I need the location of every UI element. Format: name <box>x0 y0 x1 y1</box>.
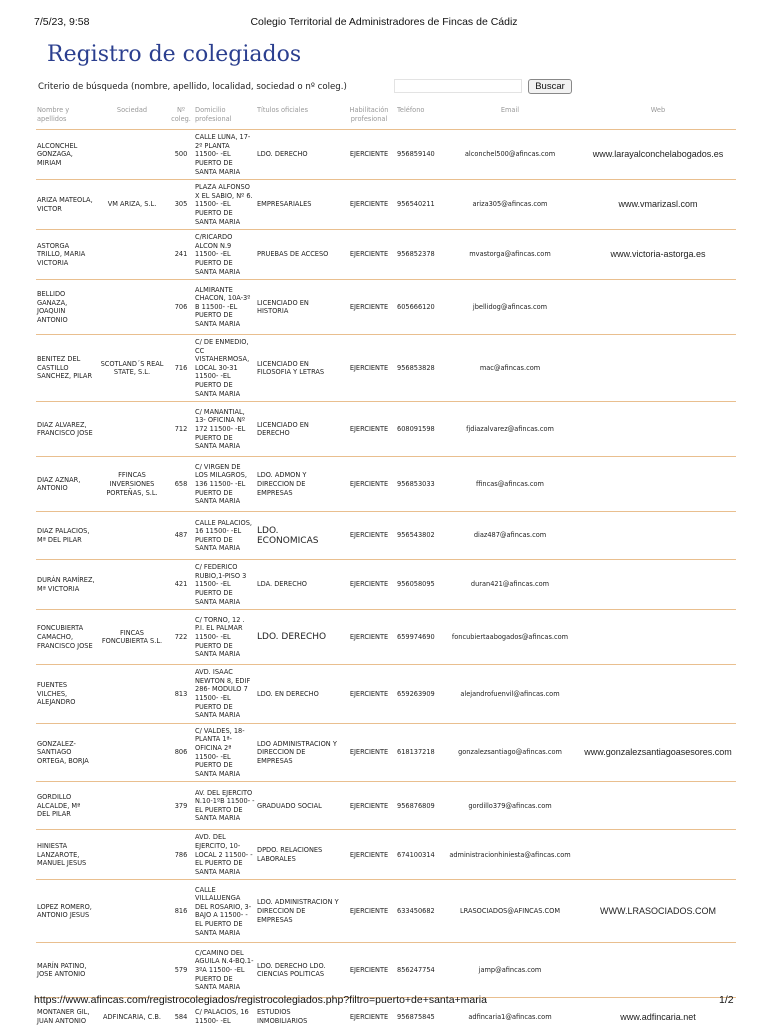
print-page-number: 1/2 <box>719 994 734 1006</box>
cell-telefono: 608091598 <box>397 424 435 433</box>
cell-titulos: ESTUDIOS INMOBILIARIOS <box>257 1008 308 1026</box>
table-row <box>36 782 736 830</box>
cell-num-coleg: 716 <box>174 363 188 372</box>
cell-email[interactable]: ffincas@afincas.com <box>476 479 544 488</box>
cell-habilitacion: EJERCIENTE <box>349 801 389 810</box>
cell-web[interactable]: www.vmarizasl.com <box>618 199 698 210</box>
cell-nombre: GONZALEZ-SANTIAGO ORTEGA, BORJA <box>37 739 89 765</box>
cell-titulos: LICENCIADO EN DERECHO <box>257 420 309 438</box>
cell-titulos: LICENCIADO EN FILOSOFIA Y LETRAS <box>257 359 325 377</box>
cell-email[interactable]: alejandrofuenvil@afincas.com <box>460 689 560 698</box>
table-row <box>36 830 736 880</box>
cell-titulos: LDO. EN DERECHO <box>257 689 319 698</box>
cell-sociedad <box>96 512 168 560</box>
cell-domicilio: C/CAMINO DEL AGUILA N.4-BQ.1-3ºA 11500- -EL PUERTO DE SANTA MARIA <box>195 948 254 992</box>
cell-nombre: MARÍN PATINO, JOSE ANTONIO <box>37 961 87 979</box>
cell-titulos: LDO. ADMON Y DIRECCION DE EMPRESAS <box>257 471 307 497</box>
cell-sociedad <box>96 230 168 280</box>
cell-num-coleg: 379 <box>174 801 188 810</box>
cell-telefono: 633450682 <box>397 907 435 916</box>
table-row <box>36 457 736 512</box>
cell-titulos: PRUEBAS DE ACCESO <box>257 250 329 259</box>
cell-habilitacion: EJERCIENTE <box>349 632 389 641</box>
cell-sociedad <box>96 830 168 880</box>
cell-nombre: DIAZ PALACIOS, Mª DEL PILAR <box>37 527 90 544</box>
cell-titulos: LDA. DERECHO <box>257 580 307 589</box>
cell-domicilio: C/ MANANTIAL, 13- OFICINA Nº 172 11500- -EL PUERTO DE SANTA MARIA <box>195 407 246 451</box>
cell-habilitacion: EJERCIENTE <box>349 250 389 259</box>
print-url: https://www.afincas.com/registrocolegiados/registrocolegiados.php?filtro=puerto+de+santa+maria <box>34 994 487 1006</box>
cell-num-coleg: 722 <box>174 632 188 641</box>
cell-web <box>580 943 736 998</box>
cell-num-coleg: 816 <box>174 907 188 916</box>
cell-telefono: 956853828 <box>397 363 435 372</box>
cell-titulos: LDO. DERECHO <box>257 150 308 159</box>
cell-sociedad <box>96 130 168 180</box>
cell-sociedad: VM ARIZA, S.L. <box>107 200 157 209</box>
cell-habilitacion: EJERCIENTE <box>349 302 389 311</box>
table-row <box>36 512 736 560</box>
cell-habilitacion: EJERCIENTE <box>349 150 389 159</box>
cell-num-coleg: 786 <box>174 850 188 859</box>
cell-sociedad: SCOTLAND´S REAL STATE, S.L. <box>100 359 164 377</box>
cell-num-coleg: 658 <box>174 479 188 488</box>
cell-web[interactable]: www.adfincaria.net <box>620 1011 696 1022</box>
cell-web[interactable]: WWW.LRASOCIADOS.COM <box>599 906 716 917</box>
print-header <box>0 0 768 30</box>
cell-telefono: 605666120 <box>397 302 435 311</box>
cell-domicilio: C/ PALACIOS, 16 11500- -EL <box>195 1008 249 1026</box>
cell-nombre: BENITEZ DEL CASTILLO SANCHEZ, PILAR <box>37 355 93 381</box>
cell-num-coleg: 421 <box>174 580 188 589</box>
cell-sociedad <box>96 280 168 335</box>
cell-nombre: HINIESTA LANZAROTE, MANUEL JESUS <box>37 841 87 868</box>
cell-habilitacion: EJERCIENTE <box>349 479 389 488</box>
search-bar <box>38 79 738 99</box>
cell-domicilio: AVD. ISAAC NEWTON 8, EDIF 286- MODULO 7 11500- -EL PUERTO DE SANTA MARIA <box>195 668 251 720</box>
cell-sociedad <box>96 665 168 724</box>
cell-domicilio: CALLE PALACIOS, 16 11500- -EL PUERTO DE SANTA MARIA <box>195 518 253 553</box>
cell-habilitacion: EJERCIENTE <box>349 363 389 372</box>
table-row <box>36 610 736 665</box>
cell-num-coleg: 706 <box>174 302 188 311</box>
cell-titulos: LDO. ECONOMICAS <box>257 525 319 546</box>
cell-num-coleg: 813 <box>174 689 188 698</box>
cell-domicilio: AV. DEL EJERCITO N.10-1ºB 11500- -EL PUERTO DE SANTA MARIA <box>195 788 255 823</box>
cell-sociedad <box>96 943 168 998</box>
col-header-num: Nº coleg. <box>171 106 191 123</box>
cell-domicilio: C/ DE ENMEDIO, CC VISTAHERMOSA, LOCAL 30-31 11500- -EL PUERTO DE SANTA MARIA <box>195 338 250 398</box>
cell-sociedad: ADFINCARIA, C.B. <box>103 1012 161 1021</box>
table-row <box>36 335 736 402</box>
cell-telefono: 659974690 <box>397 632 435 641</box>
page-title: Registro de colegiados <box>47 42 302 67</box>
cell-web <box>580 560 736 610</box>
cell-titulos: LDO ADMINISTRACION Y DIRECCION DE EMPRESAS <box>257 739 337 765</box>
table-row <box>36 402 736 457</box>
cell-num-coleg: 712 <box>174 424 188 433</box>
cell-telefono: 659263909 <box>397 689 435 698</box>
cell-web[interactable]: www.victoria-astorga.es <box>610 249 706 260</box>
cell-web <box>580 610 736 665</box>
cell-domicilio: C/ FEDERICO RUBIO,1-PISO 3 11500- -EL PUERTO DE SANTA MARIA <box>195 563 247 606</box>
cell-telefono: 956543802 <box>397 531 435 540</box>
cell-sociedad <box>96 723 168 782</box>
cell-num-coleg: 579 <box>174 966 188 975</box>
cell-email[interactable]: adfincaria1@afincas.com <box>468 1012 552 1021</box>
cell-domicilio: C/ VIRGEN DE LOS MILAGROS, 136 11500- -EL PUERTO DE SANTA MARIA <box>195 462 247 506</box>
cell-web[interactable]: www.gonzalezsantiagoasesores.com <box>584 747 732 758</box>
cell-titulos: DPDO. RELACIONES LABORALES <box>257 846 323 863</box>
cell-email[interactable]: foncubiertaabogados@afincas.com <box>451 632 569 641</box>
table-row <box>36 280 736 335</box>
cell-num-coleg: 806 <box>174 748 188 757</box>
cell-email[interactable]: administracionhiniesta@afincas.com <box>449 850 571 859</box>
print-page-title: Colegio Territorial de Administradores de Fincas de Cádiz <box>250 16 518 28</box>
cell-nombre: DIAZ ALVAREZ, FRANCISCO JOSE <box>37 420 93 438</box>
cell-titulos: LDO. DERECHO <box>257 632 327 643</box>
cell-email[interactable]: gordillo379@afincas.com <box>468 801 552 810</box>
cell-nombre: MONTANER GIL, JUAN ANTONIO <box>37 1008 90 1026</box>
cell-email[interactable]: alconchel500@afincas.com <box>464 150 556 159</box>
cell-num-coleg: 500 <box>174 150 188 159</box>
cell-web <box>580 782 736 830</box>
table-row <box>36 943 736 998</box>
search-button[interactable]: Buscar <box>528 79 572 94</box>
cell-titulos: EMPRESARIALES <box>257 200 312 209</box>
cell-nombre: ARIZA MATEOLA, VICTOR <box>37 196 93 213</box>
cell-telefono: 956859140 <box>397 150 435 159</box>
cell-email[interactable]: ariza305@afincas.com <box>472 200 548 209</box>
cell-web <box>580 280 736 335</box>
cell-sociedad <box>96 402 168 457</box>
cell-habilitacion: EJERCIENTE <box>349 580 389 589</box>
cell-web <box>580 335 736 402</box>
cell-habilitacion: EJERCIENTE <box>349 907 389 916</box>
cell-domicilio: PLAZA ALFONSO X EL SABIO, Nº 6. 11500- -EL PUERTO DE SANTA MARIA <box>195 183 253 226</box>
cell-nombre: ALCONCHEL GONZAGA, MIRIAM <box>37 141 78 167</box>
cell-nombre: FUENTES VILCHES, ALEJANDRO <box>37 681 76 707</box>
cell-domicilio: C/ TORNO, 12 . P.I. EL PALMAR 11500- -EL PUERTO DE SANTA MARIA <box>195 615 245 659</box>
cell-email[interactable]: fjdiazalvarez@afincas.com <box>466 424 554 433</box>
cell-titulos: GRADUADO SOCIAL <box>257 801 322 810</box>
cell-titulos: LICENCIADO EN HISTORIA <box>257 298 309 316</box>
table-row <box>36 723 736 782</box>
table-body <box>36 130 736 1036</box>
cell-num-coleg: 241 <box>174 250 188 259</box>
cell-sociedad <box>96 560 168 610</box>
col-header-habilitacion: Habilitación profesional <box>349 106 389 123</box>
cell-titulos: LDO. ADMINISTRACION Y DIRECCION DE EMPRESAS <box>257 898 339 924</box>
cell-web <box>580 402 736 457</box>
cell-habilitacion: EJERCIENTE <box>349 200 389 209</box>
cell-habilitacion: EJERCIENTE <box>349 1012 389 1021</box>
cell-habilitacion: EJERCIENTE <box>349 689 389 698</box>
cell-habilitacion: EJERCIENTE <box>349 850 389 859</box>
cell-telefono: 956852378 <box>397 250 435 259</box>
cell-domicilio: C/ VALDES, 18-PLANTA 1ª-OFICINA 2ª 11500- -EL PUERTO DE SANTA MARIA <box>195 726 245 778</box>
cell-domicilio: CALLE VILLALUENGA DEL ROSARIO, 3- BAJO A 11500- -EL PUERTO DE SANTA MARIA <box>195 885 252 937</box>
cell-email[interactable]: diaz487@afincas.com <box>473 531 547 540</box>
cell-nombre: GORDILLO ALCALDE, Mª DEL PILAR <box>37 792 81 819</box>
table-row <box>36 560 736 610</box>
cell-web[interactable]: www.larayalconchelabogados.es <box>592 149 724 160</box>
cell-domicilio: C/RICARDO ALCON N.9 11500- -EL PUERTO DE SANTA MARIA <box>195 233 241 276</box>
cell-nombre: DURÁN RAMÍREZ, Mª VICTORIA <box>37 576 95 593</box>
table-row <box>36 880 736 943</box>
cell-domicilio: AVD. DEL EJERCITO, 10-LOCAL 2 11500- -EL PUERTO DE SANTA MARIA <box>195 833 253 876</box>
cell-sociedad <box>96 782 168 830</box>
col-header-email: Email <box>500 106 520 114</box>
cell-titulos: LDO. DERECHO LDO. CIENCIAS POLITICAS <box>257 961 326 979</box>
col-header-nombre: Nombre y apellidos <box>37 106 70 123</box>
cell-web <box>580 457 736 512</box>
cell-web <box>580 665 736 724</box>
cell-sociedad: FINCAS FONCUBIERTA S.L. <box>101 628 163 646</box>
cell-domicilio: ALMIRANTE CHACON, 10A-3º B 11500- -EL PUERTO DE SANTA MARIA <box>195 285 251 328</box>
table-header-row <box>36 102 736 130</box>
cell-web <box>580 830 736 880</box>
cell-habilitacion: EJERCIENTE <box>349 966 389 975</box>
cell-sociedad: FFINCAS INVERSIONES PORTEÑAS, S.L. <box>106 471 158 497</box>
col-header-titulos: Títulos oficiales <box>257 106 309 114</box>
search-input[interactable] <box>394 79 522 93</box>
cell-nombre: BELLIDO GANAZA, JOAQUIN ANTONIO <box>37 289 68 324</box>
cell-telefono: 856247754 <box>397 966 435 975</box>
cell-nombre: ASTORGA TRILLO, MARIA VICTORIA <box>37 241 86 267</box>
cell-telefono: 956058095 <box>397 580 435 589</box>
cell-telefono: 674100314 <box>397 850 435 859</box>
cell-telefono: 956853033 <box>397 479 435 488</box>
col-header-web: Web <box>650 106 666 114</box>
col-header-sociedad: Sociedad <box>116 106 148 114</box>
cell-num-coleg: 584 <box>174 1012 188 1021</box>
col-header-telefono: Teléfono <box>397 106 425 114</box>
cell-email[interactable]: mac@afincas.com <box>479 363 541 372</box>
cell-nombre: DIAZ AZNAR, ANTONIO <box>37 475 81 493</box>
cell-habilitacion: EJERCIENTE <box>349 424 389 433</box>
cell-email[interactable]: gonzalezsantiago@afincas.com <box>458 748 562 757</box>
cell-telefono: 618137218 <box>397 748 435 757</box>
cell-nombre: FONCUBIERTA CAMACHO, FRANCISCO JOSE <box>37 624 93 650</box>
cell-domicilio: CALLE LUNA, 17-2º PLANTA 11500- -EL PUERTO DE SANTA MARIA <box>195 133 251 176</box>
cell-telefono: 956540211 <box>397 200 435 209</box>
cell-email[interactable]: jamp@afincas.com <box>478 966 542 975</box>
col-header-domicilio: Domicilio profesional <box>195 106 232 123</box>
cell-email[interactable]: mvastorga@afincas.com <box>469 250 551 259</box>
colegiados-table <box>36 102 736 1036</box>
print-datetime: 7/5/23, 9:58 <box>34 16 90 28</box>
table-row <box>36 665 736 724</box>
cell-sociedad <box>96 880 168 943</box>
cell-habilitacion: EJERCIENTE <box>349 748 389 757</box>
cell-email[interactable]: LRASOCIADOS@AFINCAS.COM <box>459 907 561 916</box>
cell-email[interactable]: jbellidog@afincas.com <box>472 302 548 311</box>
cell-web <box>580 512 736 560</box>
cell-num-coleg: 305 <box>174 200 188 209</box>
table-row <box>36 130 736 180</box>
cell-telefono: 956875845 <box>397 1012 435 1021</box>
table-row <box>36 180 736 230</box>
cell-telefono: 956876809 <box>397 801 435 810</box>
cell-num-coleg: 487 <box>174 531 188 540</box>
cell-email[interactable]: duran421@afincas.com <box>470 580 550 589</box>
search-label: Criterio de búsqueda (nombre, apellido, localidad, sociedad o nº coleg.) <box>38 82 347 92</box>
table-row <box>36 230 736 280</box>
cell-habilitacion: EJERCIENTE <box>349 531 389 540</box>
cell-nombre: LOPEZ ROMERO, ANTONIO JESUS <box>37 902 92 920</box>
